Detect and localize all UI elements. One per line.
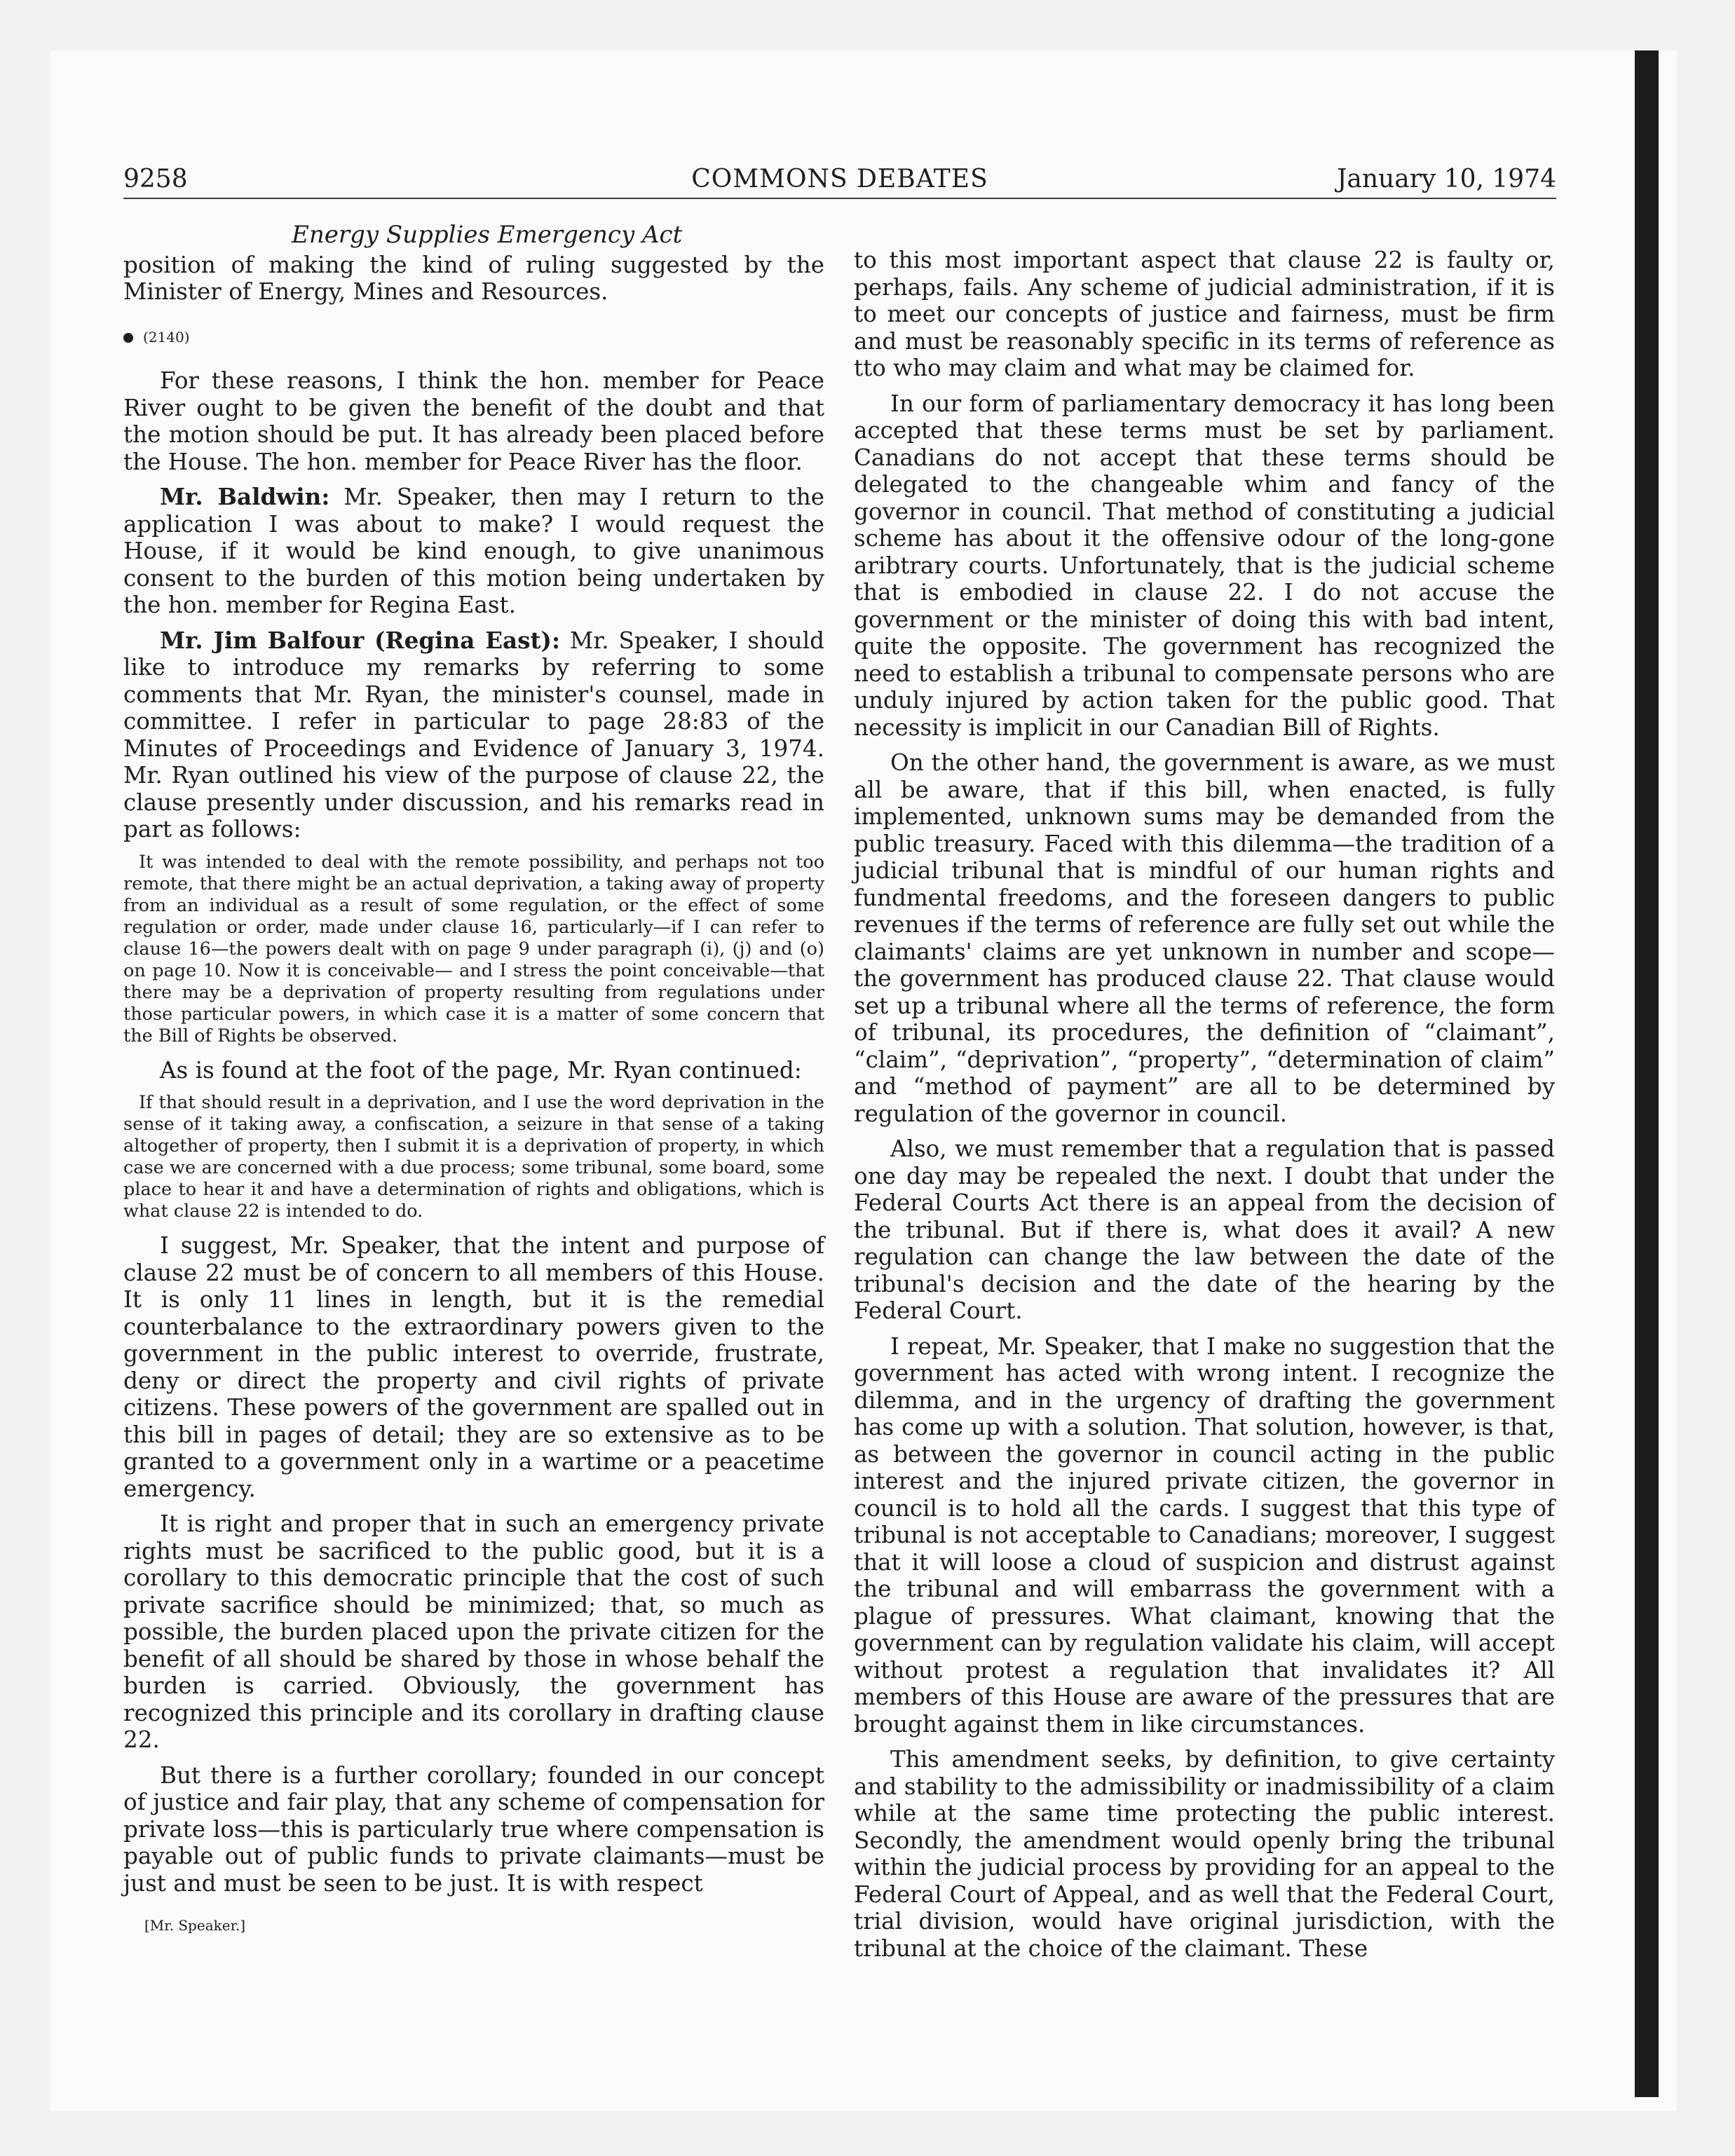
speaker-name: Mr. Jim Balfour (Regina East): <box>160 626 560 654</box>
paragraph: On the other hand, the government is aware, as we must all be aware, that if this bill, when enacted, is fully implemented, unknown sums may be demanded from the public treasury. Faced with this dilemma—the tradition of a judicial tribunal that is mindful of our human rights and fundmental freedoms, and the foreseen dangers to public revenues if the terms of reference are fully set out while the claimants' claims are yet unknown in number and scope—the government has produced clause 22. That clause would set up a tribunal where all the terms of reference, the form of tribunal, its procedures, the definition of “claimant”, “claim”, “deprivation”, “property”, “determination of claim” and “method of payment” are all to be determined by regulation of the governor in council. <box>854 749 1555 1127</box>
speaker-name: Mr. Baldwin: <box>160 483 330 510</box>
paragraph: For these reasons, I think the hon. member for Peace River ought to be given the benefit of the doubt and that the motion should be put. It has already been placed before the House. The hon. member for Peace River has the floor. <box>123 367 824 475</box>
scan-edge-bar <box>1635 50 1659 2097</box>
paragraph: But there is a further corollary; founded in our concept of justice and fair play, that any scheme of compensation for private loss—this is particularly true where compensation is payable out of public funds to private claimants—must be just and must be seen to be just. It is with respect <box>123 1761 824 1897</box>
paragraph: to this most important aspect that clause 22 is faulty or, perhaps, fails. Any scheme of judicial administration, if it is to meet our concepts of justice and fairness, must be firm and must be reasonably specific in its terms of reference as tto who may claim and what may be claimed for. <box>854 247 1555 381</box>
paragraph: In our form of parliamentary democracy it has long been accepted that these terms must be set by parliament. Canadians do not accept that these terms should be delegated to the changeable whim and fancy of the governor in council. That method of constituting a judicial scheme has about it the offensive odour of the long-gone aribtrary courts. Unfortunately, that is the judicial scheme that is embodied in clause 22. I do not accuse the government or the minister of doing this with bad intent, quite the opposite. The government has recognized the need to establish a tribunal to compensate persons who are unduly injured by action taken for the public good. That necessity is implicit in our Canadian Bill of Rights. <box>854 390 1555 741</box>
publication-title: COMMONS DEBATES <box>691 165 988 193</box>
paragraph: position of making the kind of ruling suggested by the Minister of Energy, Mines and Resources. <box>123 251 824 305</box>
page-date: January 10, 1974 <box>1336 165 1556 193</box>
left-column <box>123 209 824 1939</box>
time-marker-text: (2140) <box>143 328 190 346</box>
time-marker <box>123 324 824 351</box>
speech-text: Mr. Speaker, I should like to introduce my remarks by referring to some comments that Mr. Ryan, the minister's counsel, made in committee. I refer in particular to page 28:83 of the Minutes of Proceedings and Evidence of January 3, 1974. Mr. Ryan outlined his view of the purpose of clause 22, the clause presently under discussion, and his remarks read in part as follows: <box>123 627 824 842</box>
paragraph: It is right and proper that in such an emergency private rights must be sacrificed to the public good, but it is a corollary to this democratic principle that the cost of such private sacrifice should be minimized; that, so much as possible, the burden placed upon the private citizen for the benefit of all should be shared by those in whose behalf the burden is carried. Obviously, the government has recognized this principle and its corollary in drafting clause 22. <box>123 1510 824 1753</box>
section-title: Energy Supplies Emergency Act <box>292 221 683 249</box>
paragraph: This amendment seeks, by definition, to give certainty and stability to the admissibility or inadmissibility of a claim while at the same time protecting the public interest. Secondly, the amendment would openly bring the tribunal within the judicial process by providing for an appeal to the Federal Court of Appeal, and as well that the Federal Court, trial division, would have original jurisdiction, with the tribunal at the choice of the claimant. These <box>854 1746 1555 1962</box>
paragraph <box>123 484 824 619</box>
paragraph <box>123 627 824 843</box>
paragraph: I suggest, Mr. Speaker, that the intent and purpose of clause 22 must be of concern to all members of this House. It is only 11 lines in length, but it is the remedial counterbalance to the extraordinary powers given to the government in the public interest to override, frustrate, deny or direct the property and civil rights of private citizens. These powers of the government are spalled out in this bill in pages of detail; they are so extensive as to be granted to a government only in a wartime or a peacetime emergency. <box>123 1232 824 1502</box>
paragraph: As is found at the foot of the page, Mr. Ryan continued: <box>160 1056 802 1084</box>
paragraph: Also, we must remember that a regulation that is passed one day may be repealed the next. I doubt that under the Federal Courts Act there is an appeal from the decision of the tribunal. But if there is, what does it avail? A new regulation can change the law between the date of the tribunal's decision and the date of the hearing by the Federal Court. <box>854 1135 1555 1324</box>
right-column <box>854 247 1555 1970</box>
speech-text: Mr. Speaker, then may I return to the application I was about to make? I would request the House, if it would be kind enough, to give unanimous consent to the burden of this motion being undertaken by the hon. member for Regina East. <box>123 484 824 618</box>
running-header <box>123 158 1556 199</box>
bullet-icon <box>123 333 133 343</box>
paragraph: I repeat, Mr. Speaker, that I make no suggestion that the government has acted with wrong intent. I recognize the dilemma, and in the urgency of drafting the government has come up with a solution. That solution, however, is that, as between the governor in council acting in the public interest and the injured private citizen, the governor in council is to hold all the cards. I suggest that this type of tribunal is not acceptable to Canadians; moreover, I suggest that it will loose a cloud of suspicion and distrust against the tribunal and will embarrass the government with a plague of pressures. What claimant, knowing that the government can by regulation validate his claim, will accept without protest a regulation that invalidates it? All members of this House are aware of the pressures that are brought against them in like circumstances. <box>854 1332 1555 1738</box>
page-number: 9258 <box>123 165 188 193</box>
block-quote: It was intended to deal with the remote possibility, and perhaps not too remote, that there might be an actual deprivation, a taking away of property from an individual as a result of some regulation, or the effect of some regulation or order, made under clause 16, particularly—if I can refer to clause 16—the powers dealt with on page 9 under paragraph (i), (j) and (o) on page 10. Now it is conceivable— and I stress the point conceivable—that there may be a deprivation of property resulting from regulations under those particular powers, in which case it is a matter of some concern that the Bill of Rights be observed. <box>123 851 824 1046</box>
block-quote: If that should result in a deprivation, and I use the word deprivation in the sense of it taking away, a confiscation, a seizure in that sense of a taking altogether of property, then I submit it is a deprivation of property, in which case we are concerned with a due process; some tribunal, some board, some place to hear it and have a determination of rights and obligations, which is what clause 22 is intended to do. <box>123 1092 824 1222</box>
speaker-attribution: [Mr. Speaker.] <box>144 1917 246 1934</box>
